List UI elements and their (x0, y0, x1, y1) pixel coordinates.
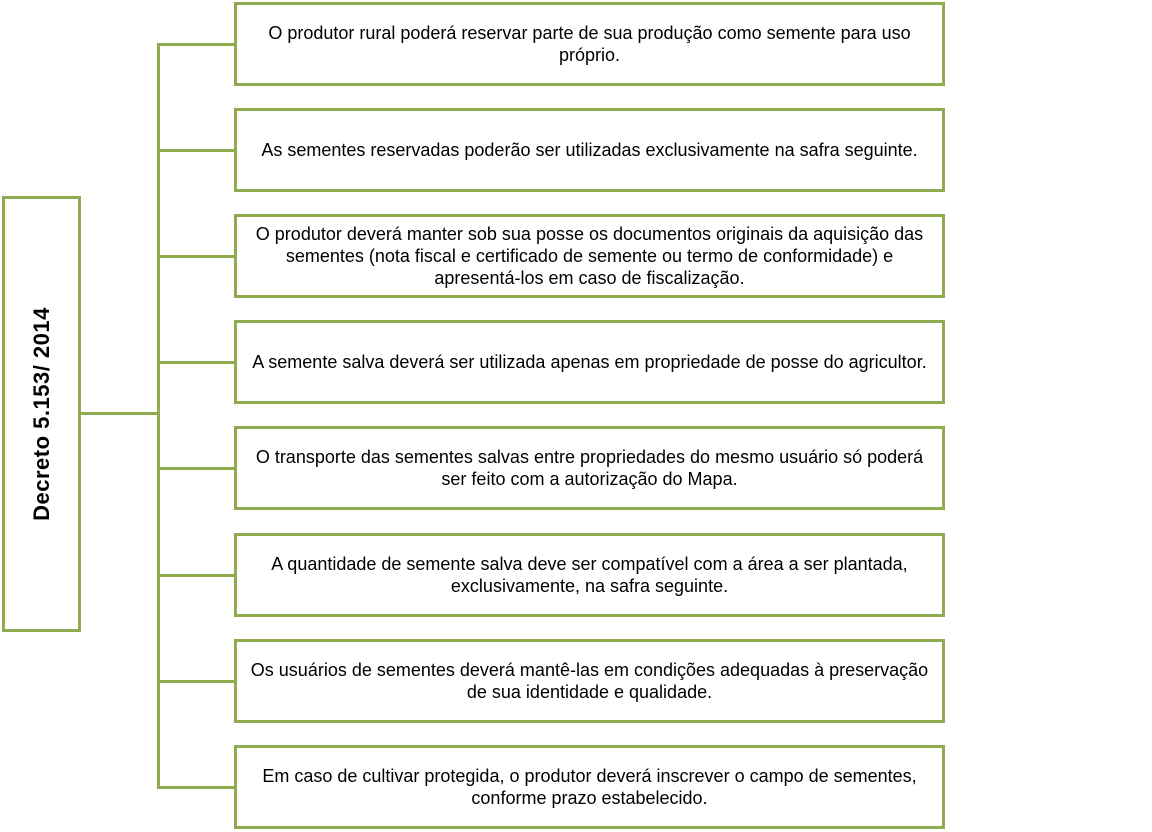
branch-line-2 (157, 149, 235, 152)
child-text-7: Os usuários de sementes deverá mantê-las em condições adequadas à preservação de sua identidade e qualidade. (250, 660, 929, 702)
child-node-5 (234, 426, 945, 510)
root-node (2, 196, 81, 632)
branch-line-6 (157, 574, 235, 577)
child-text-5: O transporte das sementes salvas entre propriedades do mesmo usuário só poderá ser feito com a autorização do Mapa. (255, 447, 924, 489)
child-text-4: A semente salva deverá ser utilizada apenas em propriedade de posse do agricultor. (252, 352, 927, 372)
child-node-8 (234, 745, 945, 829)
child-node-3 (234, 214, 945, 298)
child-text-8: Em caso de cultivar protegida, o produtor deverá inscrever o campo de sementes, conforme prazo estabelecido. (262, 766, 917, 808)
child-text-3: O produtor deverá manter sob sua posse os documentos originais da aquisição das sementes (nota fiscal e certificado de semente ou termo de conformidade) e apresentá-los em caso de fiscalização. (255, 224, 924, 288)
branch-line-4 (157, 361, 235, 364)
child-node-4 (234, 320, 945, 404)
child-node-6 (234, 533, 945, 617)
child-text-6: A quantidade de semente salva deve ser compatível com a área a ser plantada, exclusivamente, na safra seguinte. (271, 554, 908, 596)
trunk-line (157, 43, 160, 788)
root-connector (81, 412, 159, 415)
branch-line-8 (157, 786, 235, 789)
child-node-2 (234, 108, 945, 192)
branch-line-3 (157, 255, 235, 258)
branch-line-5 (157, 467, 235, 470)
child-node-1 (234, 2, 945, 86)
child-text-1: O produtor rural poderá reservar parte de sua produção como semente para uso próprio. (268, 23, 911, 65)
branch-line-7 (157, 680, 235, 683)
child-text-2: As sementes reservadas poderão ser utilizadas exclusivamente na safra seguinte. (261, 140, 918, 160)
root-label: Decreto 5.153/ 2014 (28, 307, 54, 521)
child-node-7 (234, 639, 945, 723)
branch-line-1 (157, 43, 235, 46)
